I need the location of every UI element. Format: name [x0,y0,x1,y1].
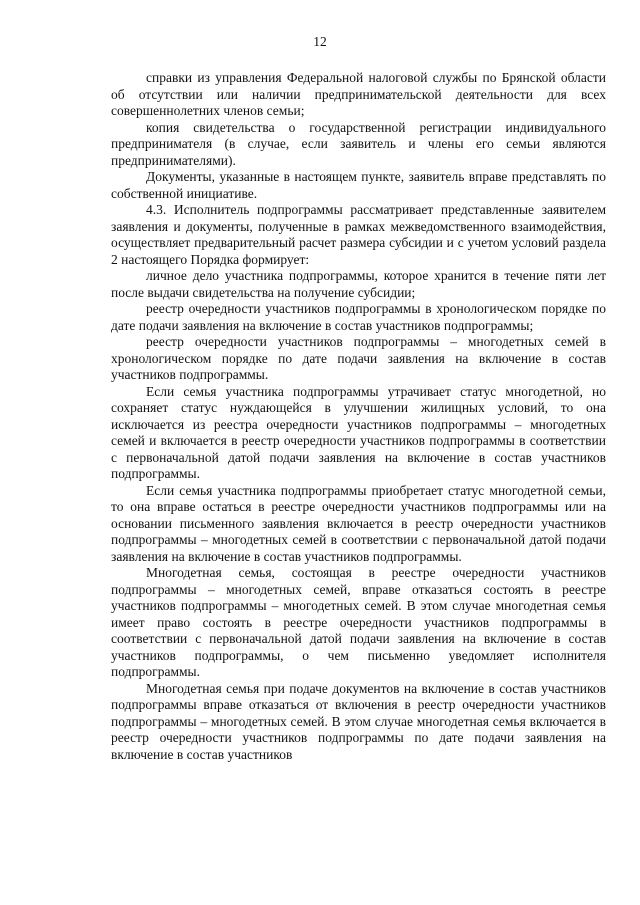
paragraph-clause-4-3: 4.3. Исполнитель подпрограммы рассматривает представленные заявителем заявления и документы, полученные в рамках межведомственного взаимодействия, осуществляет предварительный расчет размера субсидии и с учетом условий раздела 2 настоящего Порядка формирует: [111,202,606,267]
page-number: 12 [313,34,327,49]
paragraph-personal-file: личное дело участника подпрограммы, которое хранится в течение пяти лет после выдачи свидетельства на получение субсидии; [111,268,606,300]
paragraph-participant-register: реестр очередности участников подпрограммы в хронологическом порядке по дате подачи заявления на включение в состав участников подпрограммы; [111,301,606,333]
paragraph-large-family-register: реестр очередности участников подпрограммы – многодетных семей в хронологическом порядке по дате подачи заявления на включение в состав участников подпрограммы. [111,334,606,382]
paragraph-refuse-on-submission: Многодетная семья при подаче документов на включение в состав участников подпрограммы вправе отказаться от включения в реестр очередности участников подпрограммы – многодетных семей. В этом случае многодетная семья включается в реестр очередности участников подпрограммы по дате подачи заявления на включение в состав участников [111,680,606,762]
paragraph-loses-large-status: Если семья участника подпрограммы утрачивает статус многодетной, но сохраняет статус нуждающейся в улучшении жилищных условий, то она исключается из реестра очередности участников подпрограммы – многодетных семей и включается в реестр очередности участников подпрограммы в соответствии с первоначальной датой подачи заявления на включение в состав участников подпрограммы. [111,383,606,481]
body-text [111,70,606,763]
paragraph-refuse-large-register: Многодетная семья, состоящая в реестре очередности участников подпрограммы – многодетных семей, вправе отказаться состоять в реестре участников подпрограммы – многодетных семей. В этом случае многодетная семья имеет право состоять в реестре очередности участников подпрограммы в соответствии с первоначальной датой подачи заявления на включение в состав участников подпрограммы, о чем письменно уведомляет исполнителя подпрограммы. [111,565,606,679]
paragraph-tax-certificates: справки из управления Федеральной налоговой службы по Брянской области об отсутствии или наличии предпринимательской деятельности для всех совершеннолетних членов семьи; [111,70,606,118]
paragraph-own-initiative: Документы, указанные в настоящем пункте, заявитель вправе представлять по собственной инициативе. [111,169,606,201]
paragraph-entrepreneur-certificate: копия свидетельства о государственной регистрации индивидуального предпринимателя (в случае, если заявитель и члены его семьи являются предпринимателями). [111,119,606,168]
paragraph-gains-large-status: Если семья участника подпрограммы приобретает статус многодетной семьи, то она вправе остаться в реестре очередности участников подпрограммы или на основании письменного заявления включается в реестр очередности участников подпрограммы – многодетных семей в соответствии с первоначальной датой подачи заявления на включение в состав участников подпрограммы. [111,482,606,564]
